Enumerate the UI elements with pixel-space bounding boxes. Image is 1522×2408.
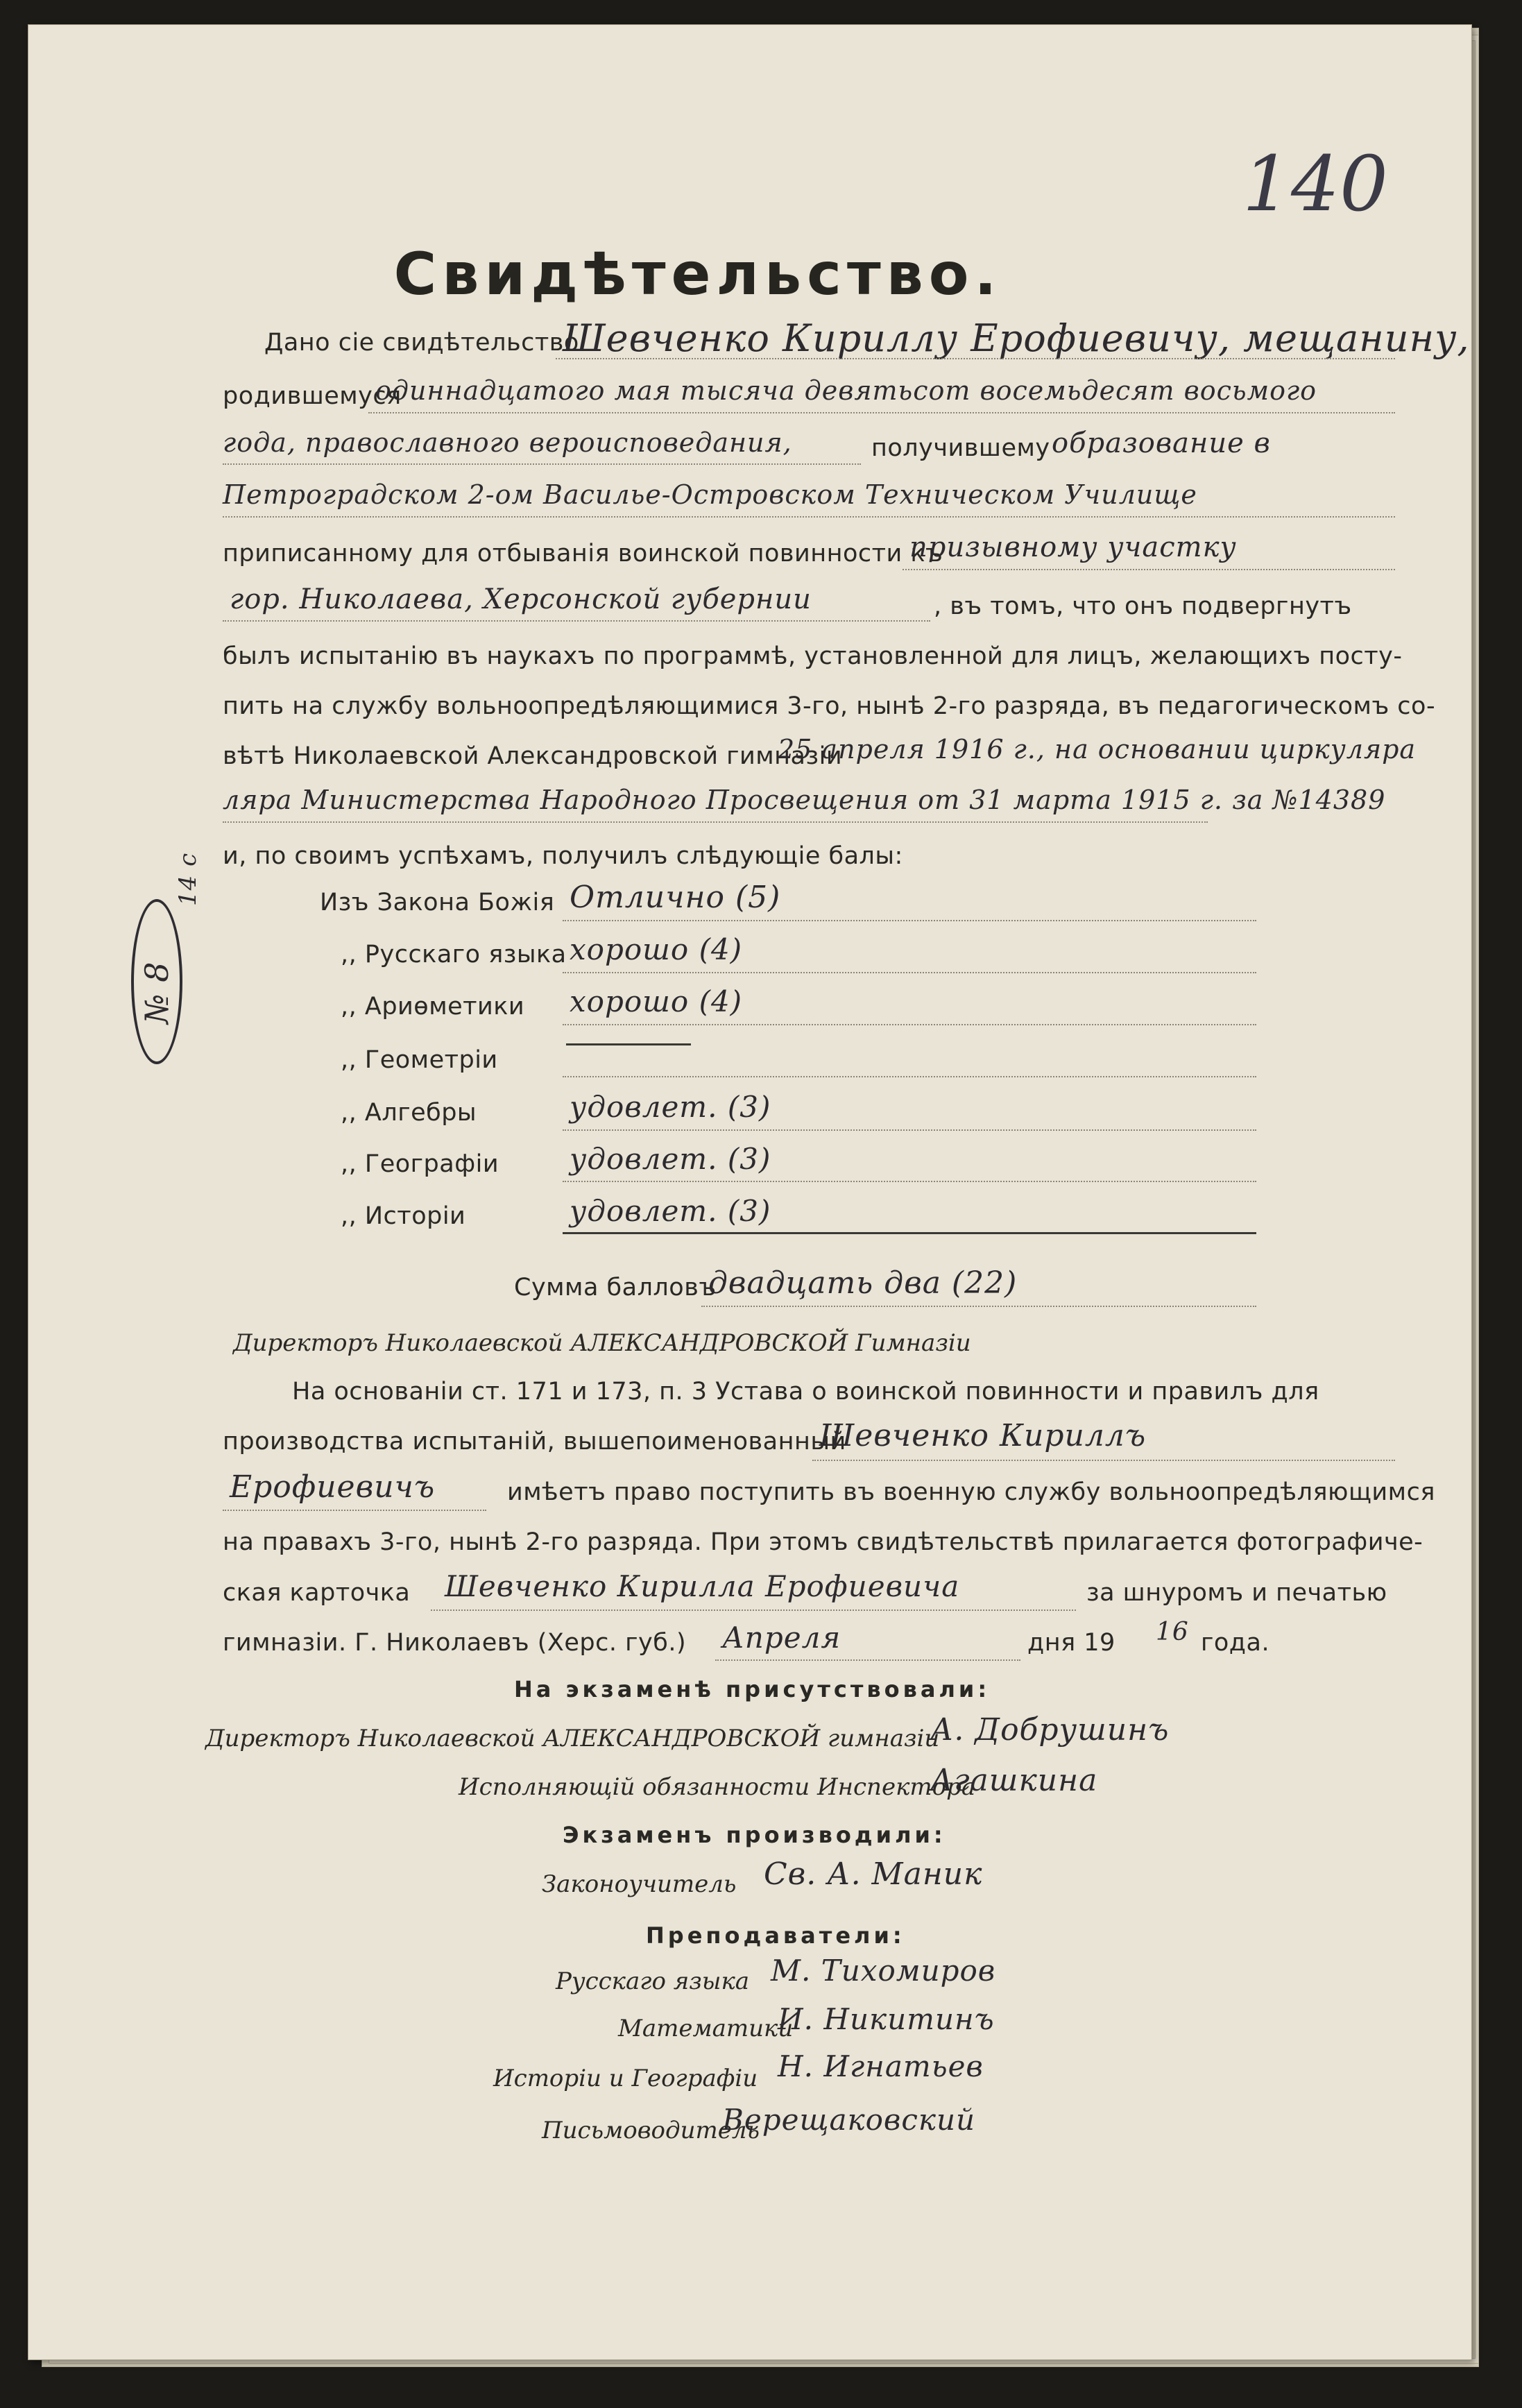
director-heading: Директоръ Николаевской АЛЕКСАНДРОВСКОЙ Гимназіи	[233, 1329, 971, 1357]
signer-role: Исполняющій обязанности Инспектора	[459, 1773, 976, 1801]
grade-value: Отлично (5)	[570, 880, 781, 915]
handwritten-name: Шевченко Кириллъ	[819, 1418, 1147, 1453]
fill-line	[715, 1659, 1020, 1661]
handwritten-circular: ляра Министерства Народного Просвещения от 31 марта 1915 г. за №14389	[223, 785, 1386, 815]
folio-number: 140	[1242, 139, 1388, 228]
body-text: получившему	[871, 434, 1050, 462]
handwritten-name: Шевченко Кириллу Ерофиевичу, мещанину,	[563, 316, 1470, 360]
fill-line	[563, 1024, 1256, 1025]
fill-line	[556, 358, 1395, 359]
handwritten-birthdate: одиннадцатого мая тысяча девятьсот восемьдесят восьмого	[375, 375, 1317, 406]
handwritten-education: образование в	[1052, 427, 1271, 459]
grade-value: удовлет. (3)	[570, 1194, 771, 1228]
grade-subject: ,, Географіи	[341, 1150, 499, 1178]
side-stamp-text: 14 с	[174, 852, 202, 906]
handwritten-photo-name: Шевченко Кирилла Ерофиевича	[445, 1569, 960, 1603]
body-text: дня 19	[1027, 1629, 1115, 1657]
body-text: былъ испытанію въ наукахъ по программѣ, установленной для лицъ, желающихъ посту-	[223, 642, 1403, 670]
signer-role: Директоръ Николаевской АЛЕКСАНДРОВСКОЙ гимназіи	[205, 1725, 940, 1752]
signer-role: Исторіи и Географіи	[493, 2065, 758, 2092]
fill-line	[223, 463, 861, 465]
signer-role: Письмоводитель	[542, 2117, 760, 2144]
signer-role: Законоучитель	[542, 1870, 737, 1898]
body-text: вѣтѣ Николаевской Александровской гимназіи	[223, 742, 843, 770]
sum-rule	[563, 1232, 1256, 1234]
body-text: ская карточка	[223, 1579, 411, 1607]
grade-value: удовлет. (3)	[570, 1090, 771, 1124]
handwritten-city: гор. Николаева, Херсонской губернии	[230, 583, 812, 615]
fill-line	[368, 412, 1395, 413]
fill-line	[223, 516, 1395, 518]
body-text: производства испытаній, вышепоименованный	[223, 1428, 846, 1455]
handwritten-month: Апреля	[722, 1621, 841, 1655]
signature: Св. А. Маник	[764, 1856, 983, 1892]
body-text: , въ томъ, что онъ подвергнутъ	[934, 592, 1352, 620]
body-text: пить на службу вольноопредѣляющимися 3-го, нынѣ 2-го разряда, въ педагогическомъ со-	[223, 692, 1436, 720]
body-text: и, по своимъ успѣхамъ, получилъ слѣдующіе балы:	[223, 842, 903, 870]
handwritten-patronymic: Ерофиевичъ	[230, 1469, 436, 1505]
grade-subject: ,, Алгебры	[341, 1099, 477, 1127]
fill-line	[563, 1076, 1256, 1077]
fill-line	[701, 1306, 1256, 1307]
dash-stroke	[566, 1043, 691, 1045]
handwritten-district: призывному участку	[909, 531, 1237, 563]
sum-label: Сумма балловъ	[514, 1274, 717, 1301]
grade-subject: Изъ Закона Божія	[320, 889, 555, 916]
body-text: Дано сіе свидѣтельство	[264, 329, 579, 357]
side-stamp-number: № 8	[138, 961, 176, 1024]
fill-line	[563, 1129, 1256, 1131]
signature: Верещаковский	[722, 2103, 976, 2137]
fill-line	[563, 1181, 1256, 1182]
body-text: за шнуромъ и печатью	[1086, 1579, 1387, 1607]
body-text: приписанному для отбыванія воинской повинности къ	[223, 540, 943, 567]
section-heading: Преподаватели:	[646, 1922, 905, 1949]
section-heading: На экзаменѣ присутствовали:	[514, 1676, 991, 1702]
fill-line	[223, 620, 930, 622]
handwritten-religion: года, православного вероисповедания,	[223, 427, 792, 458]
sum-value: двадцать два (22)	[708, 1265, 1018, 1301]
section-heading: Экзаменъ производили:	[563, 1822, 946, 1848]
body-text: на правахъ 3-го, нынѣ 2-го разряда. При этомъ свидѣтельствѣ прилагается фотографиче-	[223, 1528, 1423, 1556]
fill-line	[563, 920, 1256, 921]
grade-value: удовлет. (3)	[570, 1142, 771, 1176]
document-title: Свидѣтельство.	[393, 240, 1002, 308]
body-text: гимназіи. Г. Николаевъ (Херс. губ.)	[223, 1629, 687, 1657]
fill-line	[431, 1609, 1076, 1611]
handwritten-year: 16	[1156, 1618, 1189, 1646]
handwritten-school: Петроградском 2-ом Васильe-Островском Техническом Училище	[223, 479, 1197, 510]
certificate-page	[28, 24, 1472, 2360]
grade-value: хорошо (4)	[570, 932, 743, 966]
grade-value: хорошо (4)	[570, 984, 743, 1018]
grade-subject: ,, Ариѳметики	[341, 993, 525, 1021]
signature: Н. Игнатьев	[778, 2049, 984, 2083]
fill-line	[903, 569, 1395, 570]
handwritten-exam-date: 25 апреля 1916 г., на основании циркуляра	[778, 734, 1417, 765]
signature: А. Добрушинъ	[930, 1712, 1170, 1748]
grade-subject: ,, Геометріи	[341, 1046, 498, 1074]
fill-line	[563, 972, 1256, 973]
signer-role: Математики	[618, 2015, 794, 2042]
body-text: На основаніи ст. 171 и 173, п. 3 Устава о воинской повинности и правилъ для	[292, 1378, 1319, 1406]
fill-line	[223, 1510, 486, 1511]
signature: М. Тихомиров	[771, 1954, 996, 1988]
body-text: имѣетъ право поступить въ военную службу вольноопредѣляющимся	[507, 1478, 1435, 1506]
signature: Агашкина	[930, 1763, 1098, 1798]
grade-subject: ,, Русскаго языка	[341, 941, 567, 968]
fill-line	[223, 821, 1208, 823]
body-text: родившемуся	[223, 382, 402, 410]
body-text: года.	[1201, 1629, 1270, 1657]
grade-subject: ,, Исторіи	[341, 1202, 466, 1230]
fill-line	[812, 1460, 1395, 1461]
signer-role: Русскаго языка	[556, 1967, 750, 1995]
signature: И. Никитинъ	[778, 2002, 995, 2036]
